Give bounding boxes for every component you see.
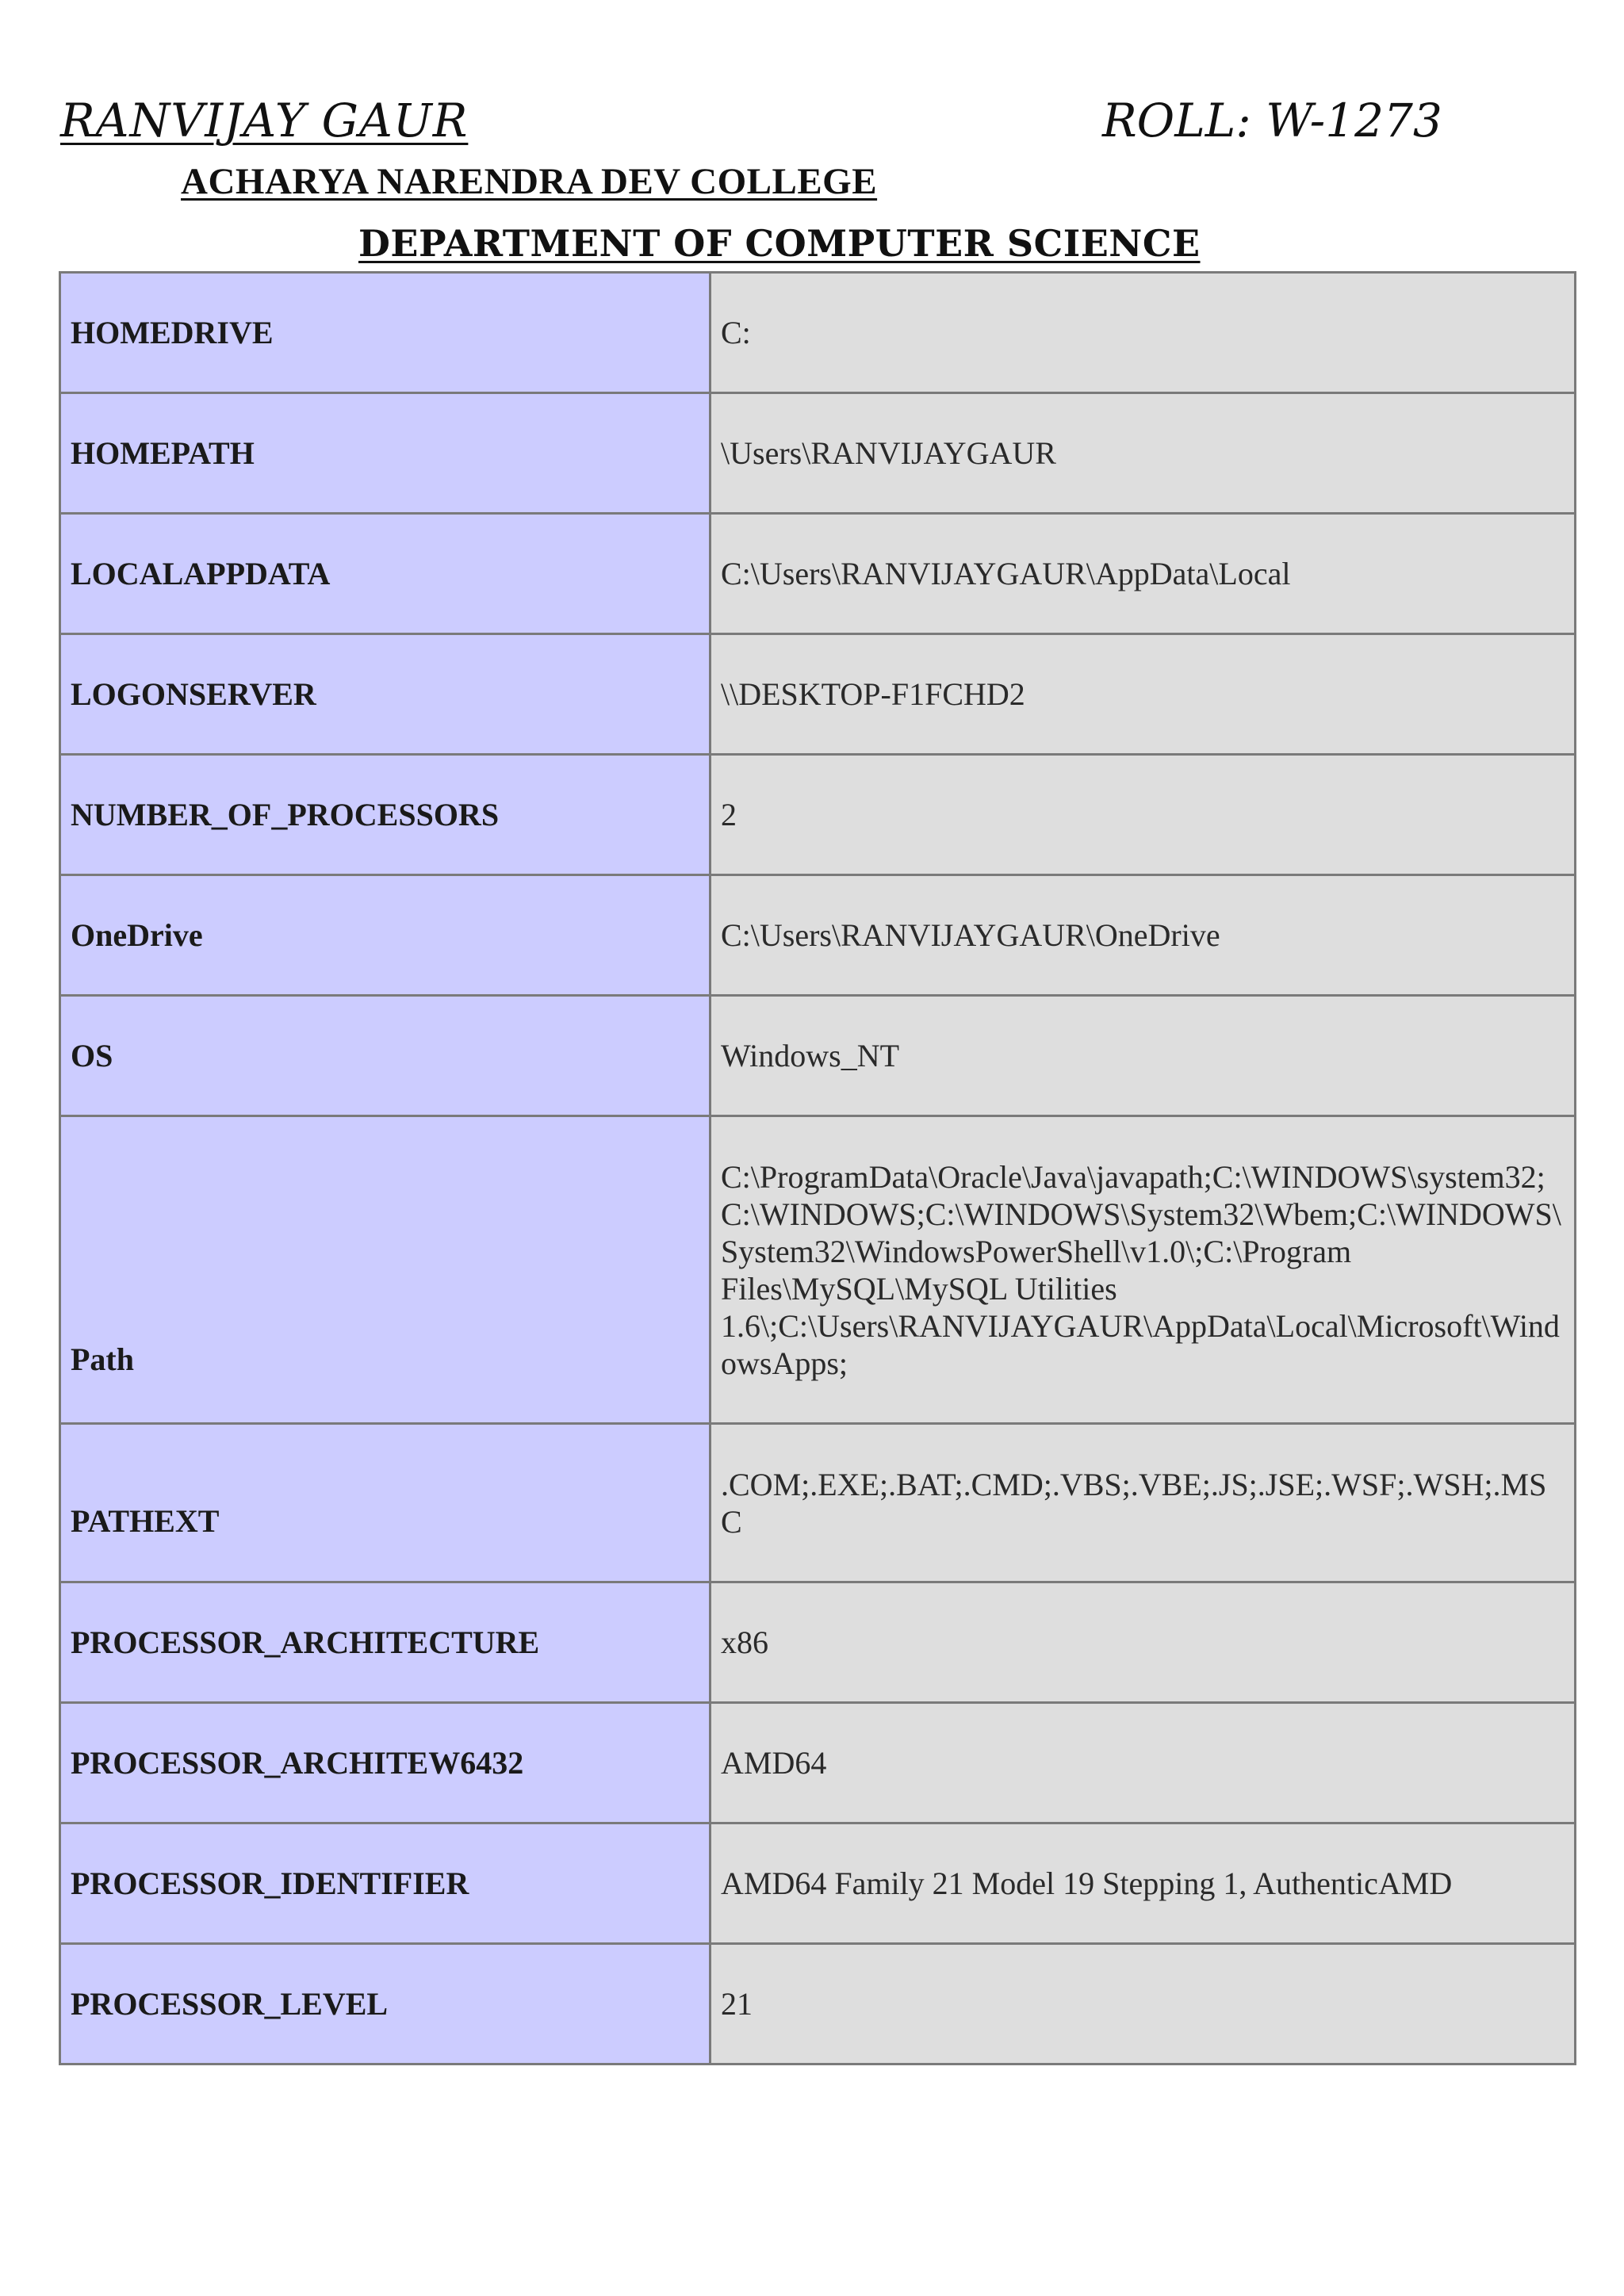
table-row	[60, 875, 1576, 996]
variable-name: NUMBER_OF_PROCESSORS	[60, 755, 710, 875]
variable-name: PATHEXT	[60, 1424, 710, 1582]
table-row	[60, 1582, 1576, 1703]
variable-value: C:\Users\RANVIJAYGAUR\OneDrive	[710, 875, 1576, 996]
variable-value: .COM;.EXE;.BAT;.CMD;.VBS;.VBE;.JS;.JSE;.WSF;.WSH;.MSC	[710, 1424, 1576, 1582]
variable-value: 2	[710, 755, 1576, 875]
department-name: DEPARTMENT OF COMPUTER SCIENCE	[358, 222, 1201, 265]
variable-name: PROCESSOR_LEVEL	[60, 1944, 710, 2064]
variable-value: Windows_NT	[710, 996, 1576, 1116]
variable-name: PROCESSOR_ARCHITECTURE	[60, 1582, 710, 1703]
table-row	[60, 996, 1576, 1116]
table-row	[60, 393, 1576, 514]
table-row	[60, 1703, 1576, 1823]
roll-label: ROLL: W	[1102, 94, 1310, 147]
student-name: RANVIJAY GAUR	[60, 94, 469, 147]
variable-value: \Users\RANVIJAYGAUR	[710, 393, 1576, 514]
variable-name: OneDrive	[60, 875, 710, 996]
variable-value: C:\ProgramData\Oracle\Java\javapath;C:\WINDOWS\system32;C:\WINDOWS;C:\WINDOWS\System32\Wbem;C:\WINDOWS\System32\WindowsPowerShell\v1.0\;C:\Program Files\MySQL\MySQL Utilities 1.6\;C:\Users\RANVIJAYGAUR\AppData\Local\Microsoft\WindowsApps;	[710, 1116, 1576, 1424]
table-row	[60, 1823, 1576, 1944]
variable-value: C:	[710, 273, 1576, 393]
table-row	[60, 755, 1576, 875]
variable-value: AMD64	[710, 1703, 1576, 1823]
variable-value: AMD64 Family 21 Model 19 Stepping 1, AuthenticAMD	[710, 1823, 1576, 1944]
header-name-line	[60, 94, 1564, 157]
variable-name: PROCESSOR_IDENTIFIER	[60, 1823, 710, 1944]
variable-name: LOGONSERVER	[60, 634, 710, 755]
college-name: ACHARYA NARENDRA DEV COLLEGE	[181, 161, 878, 202]
variable-name: HOMEDRIVE	[60, 273, 710, 393]
variable-name: Path	[60, 1116, 710, 1424]
table-row	[60, 1944, 1576, 2064]
variable-value: \\DESKTOP-F1FCHD2	[710, 634, 1576, 755]
variable-name: PROCESSOR_ARCHITEW6432	[60, 1703, 710, 1823]
variable-value: 21	[710, 1944, 1576, 2064]
table-row	[60, 1116, 1576, 1424]
table-row	[60, 634, 1576, 755]
roll-number	[1102, 94, 1442, 147]
variable-value: C:\Users\RANVIJAYGAUR\AppData\Local	[710, 514, 1576, 634]
table-row	[60, 273, 1576, 393]
environment-variables-table	[59, 271, 1576, 2065]
variable-name: OS	[60, 996, 710, 1116]
roll-value: -1273	[1309, 94, 1442, 147]
table-row	[60, 514, 1576, 634]
variable-value: x86	[710, 1582, 1576, 1703]
table-row	[60, 1424, 1576, 1582]
variable-name: LOCALAPPDATA	[60, 514, 710, 634]
variable-name: HOMEPATH	[60, 393, 710, 514]
